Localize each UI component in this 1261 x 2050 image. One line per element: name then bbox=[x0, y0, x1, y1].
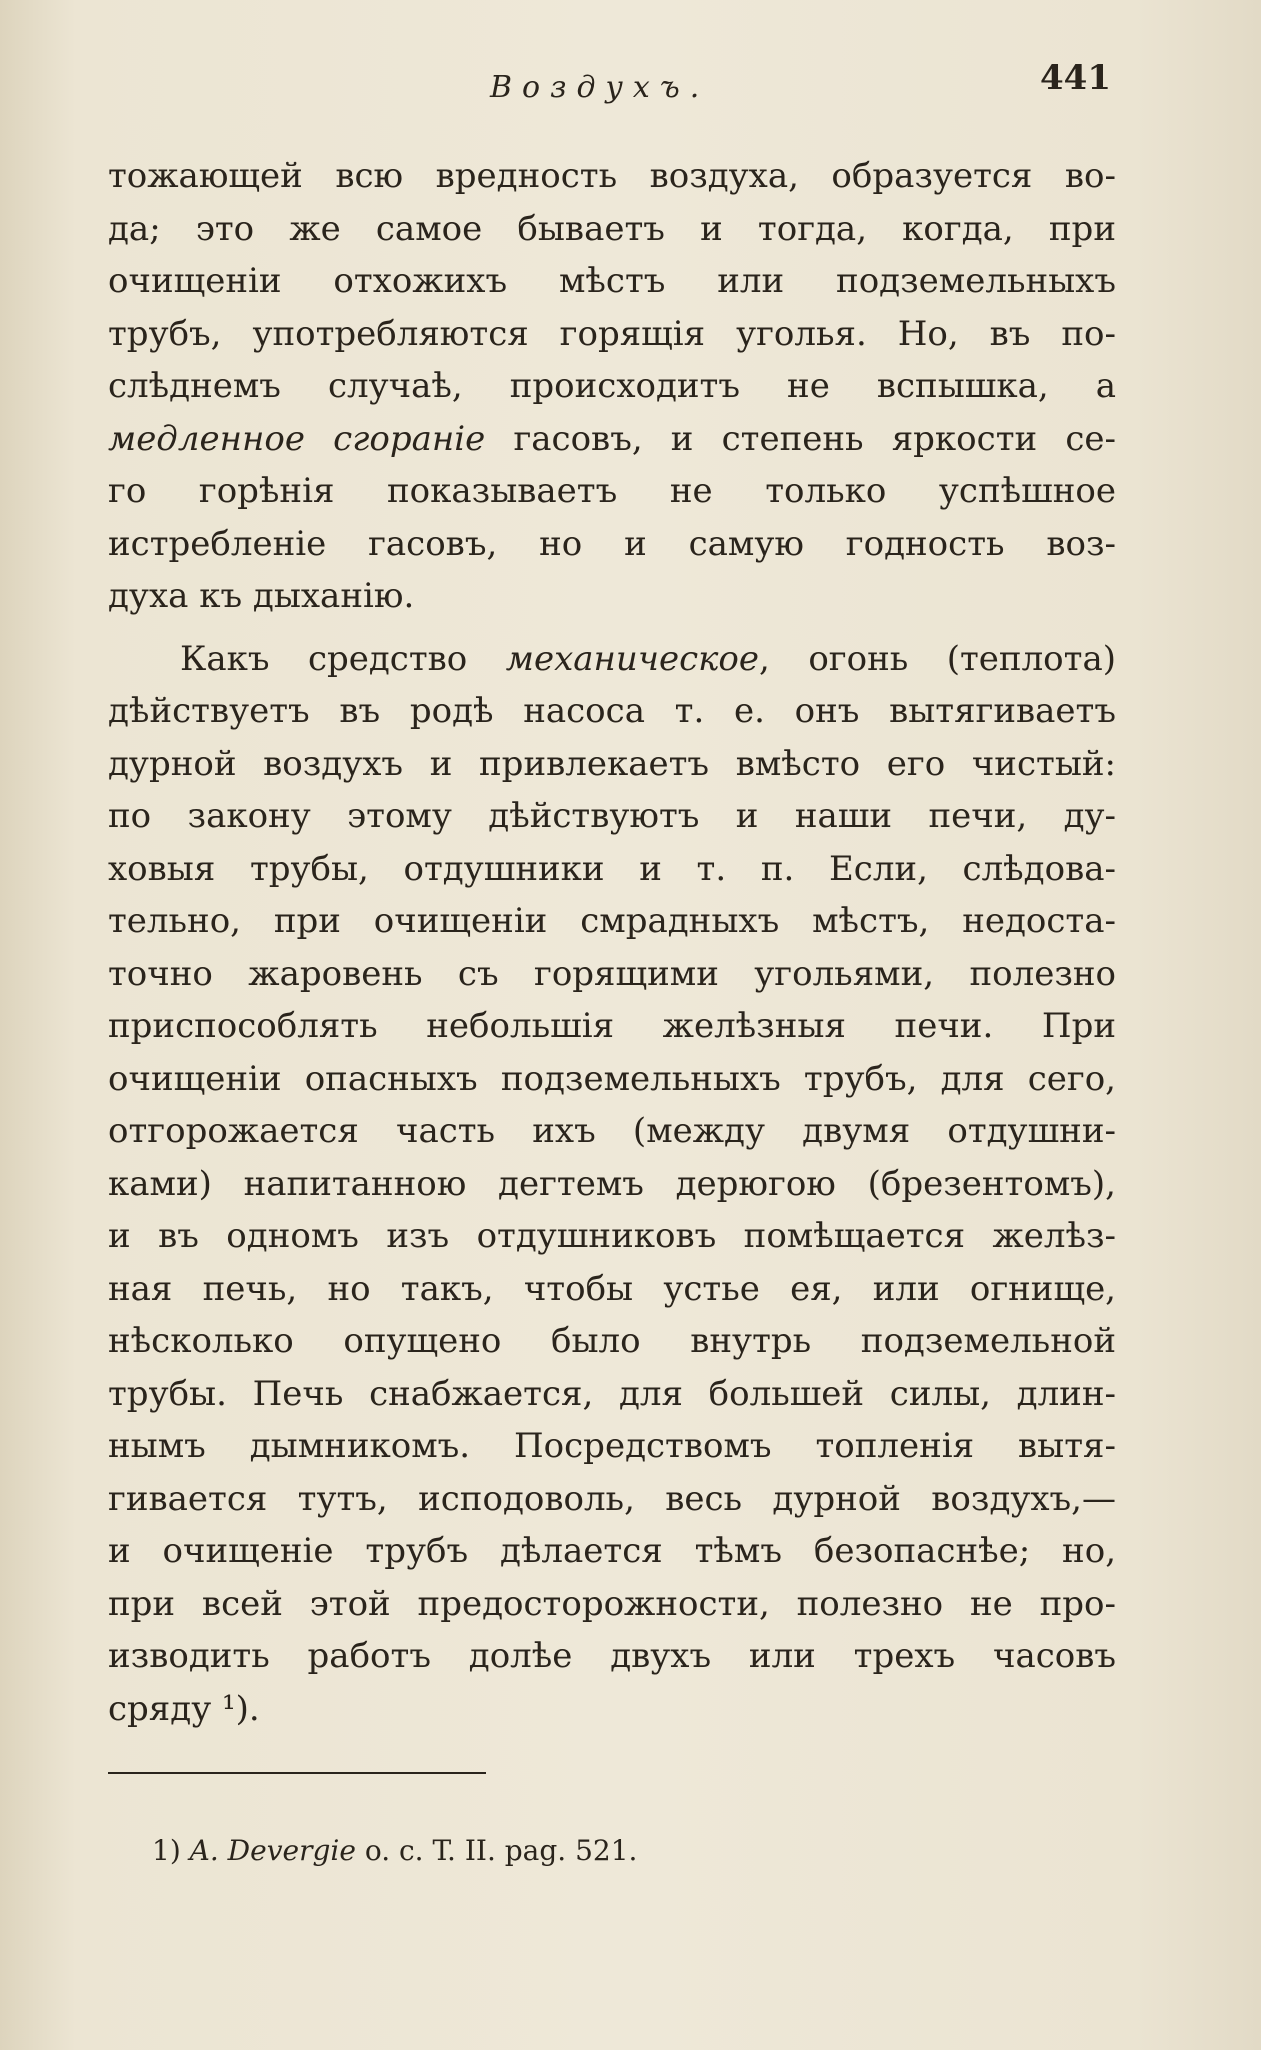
text-line bbox=[108, 1315, 1116, 1368]
text-line bbox=[108, 203, 1116, 256]
text-segment: да; это же самое бываетъ и тогда, когда, при bbox=[108, 208, 1116, 249]
emphasized-text: медленное сгораніе bbox=[108, 418, 486, 459]
body-text bbox=[108, 150, 1116, 1735]
text-line bbox=[108, 633, 1116, 686]
text-line bbox=[108, 570, 1116, 623]
text-line bbox=[108, 685, 1116, 738]
text-segment: и въ одномъ изъ отдушниковъ помѣщается желѣз- bbox=[108, 1216, 1116, 1256]
paragraph bbox=[108, 150, 1116, 623]
text-line bbox=[108, 1368, 1116, 1421]
text-line bbox=[108, 843, 1116, 896]
text-line bbox=[108, 413, 1116, 466]
text-segment: ная печь, но такъ, чтобы устье ея, или огнище, bbox=[108, 1268, 1116, 1309]
text-segment: ховыя трубы, отдушники и т. п. Если, слѣдова- bbox=[108, 848, 1116, 889]
text-line bbox=[108, 518, 1116, 571]
paragraph bbox=[108, 633, 1116, 1736]
text-line bbox=[108, 948, 1116, 1001]
text-line bbox=[108, 150, 1116, 203]
text-segment: го горѣнія показываетъ не только успѣшное bbox=[108, 471, 1116, 511]
text-segment: сряду ¹). bbox=[108, 1688, 260, 1729]
text-line bbox=[108, 1210, 1116, 1263]
text-line bbox=[108, 790, 1116, 843]
emphasized-text: механическое bbox=[505, 638, 760, 679]
text-segment: отгорожается часть ихъ (между двумя отдушни- bbox=[108, 1111, 1116, 1151]
text-segment: нѣсколько опущено было внутрь подземельной bbox=[108, 1321, 1116, 1361]
text-line bbox=[108, 1420, 1116, 1473]
text-segment: дурной воздухъ и привлекаетъ вмѣсто его чистый: bbox=[108, 743, 1116, 784]
text-segment: , огонь (теплота) bbox=[759, 638, 1116, 679]
text-segment: очищеніи отхожихъ мѣстъ или подземельныхъ bbox=[108, 261, 1116, 301]
text-segment: изводить работъ долѣе двухъ или трехъ часовъ bbox=[108, 1636, 1116, 1676]
text-segment: слѣднемъ случаѣ, происходитъ не вспышка, а bbox=[108, 366, 1116, 406]
text-line bbox=[108, 1000, 1116, 1053]
text-segment: очищеніи опасныхъ подземельныхъ трубъ, для сего, bbox=[108, 1058, 1116, 1099]
text-line bbox=[108, 1105, 1116, 1158]
text-line bbox=[108, 1053, 1116, 1106]
text-line bbox=[108, 465, 1116, 518]
footnote-author: A. Devergie bbox=[189, 1834, 356, 1867]
text-segment: Какъ средство bbox=[180, 638, 506, 679]
text-segment: трубы. Печь снабжается, для большей силы, длин- bbox=[108, 1373, 1116, 1414]
text-line bbox=[108, 308, 1116, 361]
text-segment: приспособлять небольшія желѣзныя печи. При bbox=[108, 1006, 1116, 1046]
text-line bbox=[108, 1263, 1116, 1316]
text-segment: духа къ дыханію. bbox=[108, 576, 415, 616]
text-segment: и очищеніе трубъ дѣлается тѣмъ безопаснѣе; но, bbox=[108, 1531, 1116, 1571]
footnote-divider bbox=[108, 1772, 486, 1774]
text-line bbox=[108, 1473, 1116, 1526]
text-line bbox=[108, 1578, 1116, 1631]
text-segment: тельно, при очищеніи смрадныхъ мѣстъ, недоста- bbox=[108, 901, 1116, 941]
running-title: Воздухъ. bbox=[490, 70, 710, 105]
footnote-marker: 1) bbox=[152, 1834, 181, 1867]
text-segment: дѣйствуетъ въ родѣ насоса т. е. онъ вытягиваетъ bbox=[108, 691, 1116, 731]
text-segment: гасовъ, и степень яркости се- bbox=[485, 418, 1116, 459]
text-line bbox=[108, 895, 1116, 948]
text-segment: ками) напитанною дегтемъ дерюгою (брезентомъ), bbox=[108, 1163, 1116, 1204]
text-line bbox=[108, 1630, 1116, 1683]
text-line bbox=[108, 360, 1116, 413]
text-line bbox=[108, 738, 1116, 791]
text-segment: гивается тутъ, исподоволь, весь дурной воздухъ,— bbox=[108, 1478, 1116, 1519]
page-number: 441 bbox=[1040, 58, 1111, 98]
text-segment: точно жаровень съ горящими угольями, полезно bbox=[108, 953, 1116, 994]
text-segment: трубъ, употребляются горящія уголья. Но, въ по- bbox=[108, 313, 1116, 354]
text-segment: тожающей всю вредность воздуха, образуется во- bbox=[108, 156, 1116, 196]
footnote-reference: o. c. T. II. pag. 521. bbox=[364, 1834, 638, 1867]
text-segment: истребленіе гасовъ, но и самую годность воз- bbox=[108, 523, 1116, 564]
text-segment: при всей этой предосторожности, полезно не про- bbox=[108, 1583, 1116, 1624]
text-line bbox=[108, 1525, 1116, 1578]
text-line bbox=[108, 1683, 1116, 1736]
text-line bbox=[108, 255, 1116, 308]
text-line bbox=[108, 1158, 1116, 1211]
text-segment: нымъ дымникомъ. Посредствомъ топленія вытя- bbox=[108, 1426, 1116, 1466]
text-segment: по закону этому дѣйствуютъ и наши печи, ду- bbox=[108, 796, 1116, 836]
footnote bbox=[152, 1834, 637, 1867]
